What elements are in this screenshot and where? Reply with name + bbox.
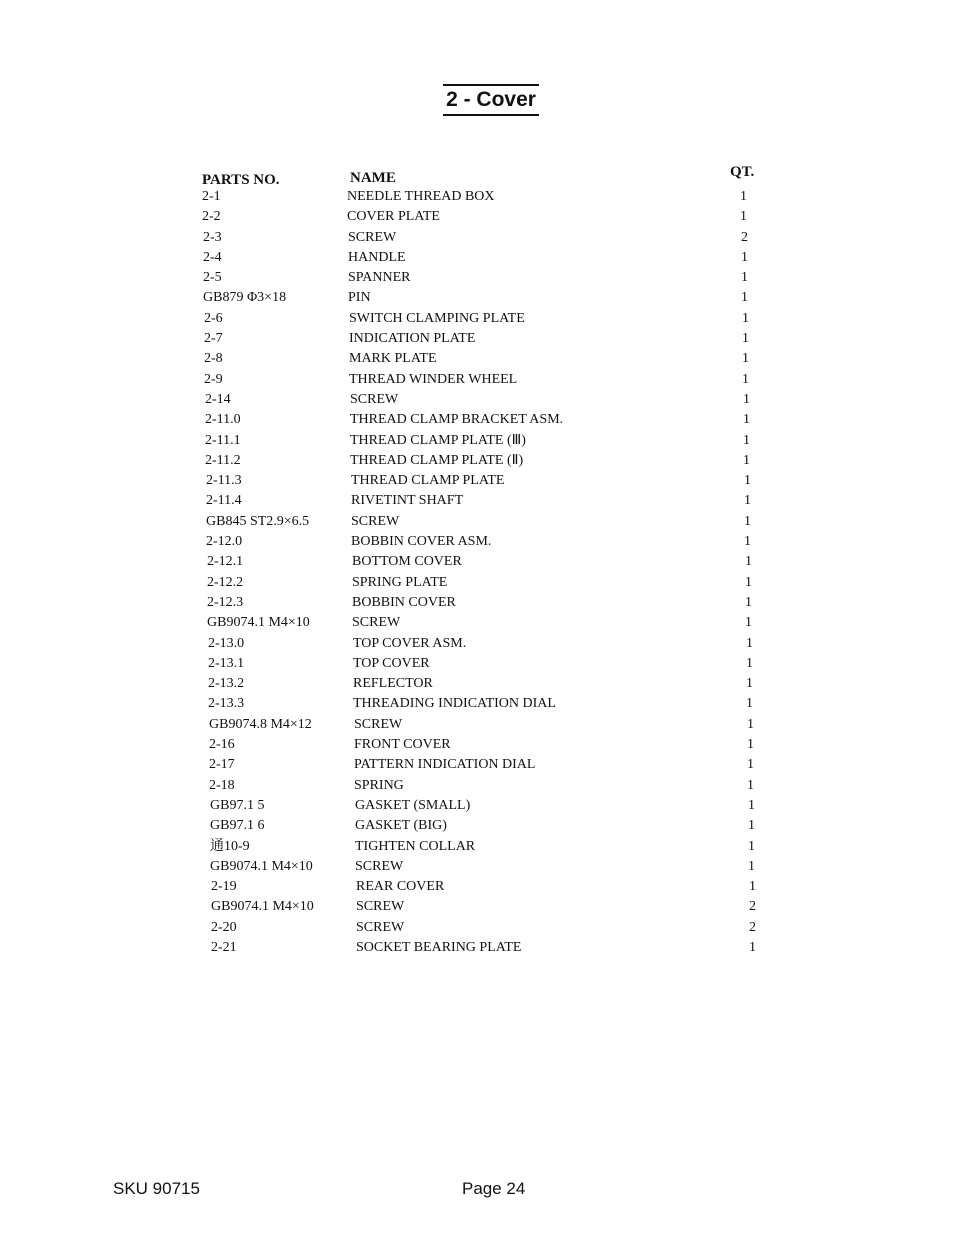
part-qty: 1 — [748, 797, 755, 813]
table-row — [0, 938, 954, 958]
part-name: THREAD CLAMP PLATE (Ⅱ) — [350, 452, 524, 468]
table-row — [0, 654, 954, 674]
part-number: GB97.1 6 — [210, 818, 265, 834]
part-qty: 1 — [745, 554, 752, 570]
part-number: GB97.1 5 — [210, 797, 265, 813]
part-number: 2-11.3 — [206, 473, 242, 489]
part-number: 2-2 — [202, 209, 221, 225]
part-qty: 1 — [749, 939, 756, 955]
part-name: SPRING — [354, 777, 404, 793]
part-name: SCREW — [354, 716, 403, 732]
part-number: 2-20 — [211, 919, 237, 935]
part-name: TIGHTEN COLLAR — [355, 838, 476, 854]
part-qty: 1 — [747, 716, 754, 732]
part-number: 2-6 — [204, 310, 223, 326]
part-qty: 1 — [745, 574, 752, 590]
part-name: BOBBIN COVER — [352, 594, 456, 610]
part-number: 2-14 — [205, 391, 231, 407]
part-name: THREAD WINDER WHEEL — [349, 371, 518, 387]
table-row — [0, 694, 954, 714]
part-name: SCREW — [352, 615, 401, 631]
part-qty: 1 — [745, 594, 752, 610]
part-number: 2-12.1 — [207, 554, 244, 570]
part-number: GB9074.1 M4×10 — [210, 858, 313, 874]
part-number: 2-7 — [204, 331, 223, 347]
part-qty: 1 — [743, 391, 750, 407]
part-qty: 1 — [744, 513, 751, 529]
part-qty: 1 — [742, 310, 749, 326]
table-row — [0, 410, 954, 430]
part-qty: 1 — [747, 777, 754, 793]
table-row — [0, 268, 954, 288]
table-row — [0, 634, 954, 654]
part-qty: 1 — [741, 290, 748, 306]
part-qty: 1 — [744, 493, 751, 509]
part-qty: 1 — [744, 534, 751, 550]
part-name: THREADING INDICATION DIAL — [353, 696, 556, 712]
part-name: NEEDLE THREAD BOX — [347, 189, 495, 204]
part-number: 2-11.1 — [205, 432, 241, 448]
part-name: BOTTOM COVER — [352, 554, 462, 570]
part-name: INDICATION PLATE — [349, 331, 476, 347]
part-name: THREAD CLAMP PLATE — [351, 473, 505, 489]
part-name: GASKET (BIG) — [355, 818, 447, 834]
table-row — [0, 674, 954, 694]
part-name: THREAD CLAMP PLATE (Ⅲ) — [350, 432, 526, 448]
part-qty: 1 — [740, 209, 747, 225]
part-number: 2-19 — [211, 879, 237, 895]
part-qty: 1 — [743, 412, 750, 428]
part-qty: 1 — [748, 818, 755, 834]
part-name: SWITCH CLAMPING PLATE — [349, 310, 525, 326]
part-name: FRONT COVER — [354, 737, 451, 753]
part-name: TOP COVER — [353, 655, 430, 671]
table-row — [0, 613, 954, 633]
table-row — [0, 897, 954, 917]
part-number: GB845 ST2.9×6.5 — [206, 513, 310, 529]
table-row — [0, 532, 954, 552]
part-name: TOP COVER ASM. — [353, 635, 467, 651]
part-number: GB9074.1 M4×10 — [207, 615, 310, 631]
part-name: SCREW — [356, 919, 405, 935]
table-row — [0, 248, 954, 268]
column-header-qty: QT. — [730, 164, 755, 180]
part-qty: 1 — [746, 635, 753, 651]
part-name: SPANNER — [348, 270, 411, 286]
table-row — [0, 877, 954, 897]
part-qty: 1 — [743, 432, 750, 448]
column-header-name: NAME — [350, 170, 396, 186]
part-number: GB9074.1 M4×10 — [211, 899, 314, 915]
part-name: SCREW — [350, 391, 399, 407]
part-number: 2-13.3 — [208, 696, 245, 712]
part-qty: 1 — [749, 879, 756, 895]
table-row — [0, 349, 954, 369]
part-number: 通10-9 — [210, 838, 250, 854]
parts-list — [0, 187, 954, 958]
part-name: GASKET (SMALL) — [355, 797, 471, 813]
part-qty: 1 — [746, 676, 753, 692]
table-row — [0, 329, 954, 349]
table-row — [0, 796, 954, 816]
part-number: 2-5 — [203, 270, 222, 286]
part-name: PATTERN INDICATION DIAL — [354, 757, 536, 773]
part-qty: 2 — [749, 899, 756, 915]
part-qty: 1 — [740, 189, 747, 204]
table-row — [0, 552, 954, 572]
table-row — [0, 309, 954, 329]
part-qty: 1 — [744, 473, 751, 489]
part-qty: 1 — [746, 696, 753, 712]
part-number: 2-18 — [209, 777, 235, 793]
part-name: SOCKET BEARING PLATE — [356, 939, 522, 955]
part-number: 2-8 — [204, 351, 223, 367]
table-row — [0, 715, 954, 735]
part-name: BOBBIN COVER ASM. — [351, 534, 492, 550]
part-name: HANDLE — [348, 249, 406, 265]
part-qty: 1 — [743, 452, 750, 468]
part-number: 2-13.2 — [208, 676, 245, 692]
table-row — [0, 816, 954, 836]
table-row — [0, 288, 954, 308]
part-name: RIVETINT SHAFT — [351, 493, 464, 509]
part-qty: 1 — [748, 838, 755, 854]
part-number: 2-13.1 — [208, 655, 245, 671]
table-row — [0, 390, 954, 410]
part-name: SCREW — [356, 899, 405, 915]
table-row — [0, 228, 954, 248]
table-row — [0, 857, 954, 877]
part-number: GB9074.8 M4×12 — [209, 716, 312, 732]
part-number: 2-16 — [209, 737, 235, 753]
part-name: REAR COVER — [356, 879, 445, 895]
part-qty: 1 — [746, 655, 753, 671]
table-row — [0, 735, 954, 755]
part-qty: 1 — [747, 737, 754, 753]
part-name: SCREW — [348, 229, 397, 245]
part-number: 2-11.2 — [205, 452, 241, 468]
table-row — [0, 431, 954, 451]
part-name: SCREW — [351, 513, 400, 529]
part-name: REFLECTOR — [353, 676, 433, 692]
table-row — [0, 370, 954, 390]
table-row — [0, 471, 954, 491]
part-qty: 1 — [747, 757, 754, 773]
part-name: PIN — [348, 290, 371, 306]
part-qty: 2 — [741, 229, 748, 245]
sku-label: SKU 90715 — [113, 1179, 200, 1198]
page-number: Page 24 — [462, 1179, 526, 1198]
part-qty: 1 — [741, 249, 748, 265]
table-row — [0, 776, 954, 796]
column-header-parts-no: PARTS NO. — [202, 172, 280, 188]
part-number: 2-17 — [209, 757, 235, 773]
part-number: 2-12.2 — [207, 574, 244, 590]
part-name: COVER PLATE — [347, 209, 440, 225]
part-number: 2-1 — [202, 189, 221, 204]
part-number: 2-3 — [203, 229, 222, 245]
table-row — [0, 593, 954, 613]
part-qty: 1 — [742, 351, 749, 367]
table-row — [0, 512, 954, 532]
part-number: 2-21 — [211, 939, 237, 955]
part-number: 2-4 — [203, 249, 222, 265]
table-row — [0, 918, 954, 938]
part-name: THREAD CLAMP BRACKET ASM. — [350, 412, 564, 428]
part-name: SCREW — [355, 858, 404, 874]
table-row — [0, 207, 954, 227]
table-row — [0, 491, 954, 511]
part-qty: 1 — [748, 858, 755, 874]
part-qty: 2 — [749, 919, 756, 935]
part-number: GB879 Φ3×18 — [203, 290, 287, 306]
part-number: 2-9 — [204, 371, 223, 387]
part-qty: 1 — [741, 270, 748, 286]
part-number: 2-12.3 — [207, 594, 244, 610]
part-qty: 1 — [742, 331, 749, 347]
table-row — [0, 451, 954, 471]
part-qty: 1 — [742, 371, 749, 387]
table-row — [0, 573, 954, 593]
table-row — [0, 837, 954, 857]
part-number: 2-11.4 — [206, 493, 242, 509]
page-title: 2 - Cover — [443, 84, 539, 116]
table-row — [0, 187, 954, 207]
part-name: SPRING PLATE — [352, 574, 448, 590]
part-qty: 1 — [745, 615, 752, 631]
part-number: 2-13.0 — [208, 635, 245, 651]
table-row — [0, 755, 954, 775]
part-number: 2-12.0 — [206, 534, 243, 550]
part-number: 2-11.0 — [205, 412, 241, 428]
part-name: MARK PLATE — [349, 351, 437, 367]
